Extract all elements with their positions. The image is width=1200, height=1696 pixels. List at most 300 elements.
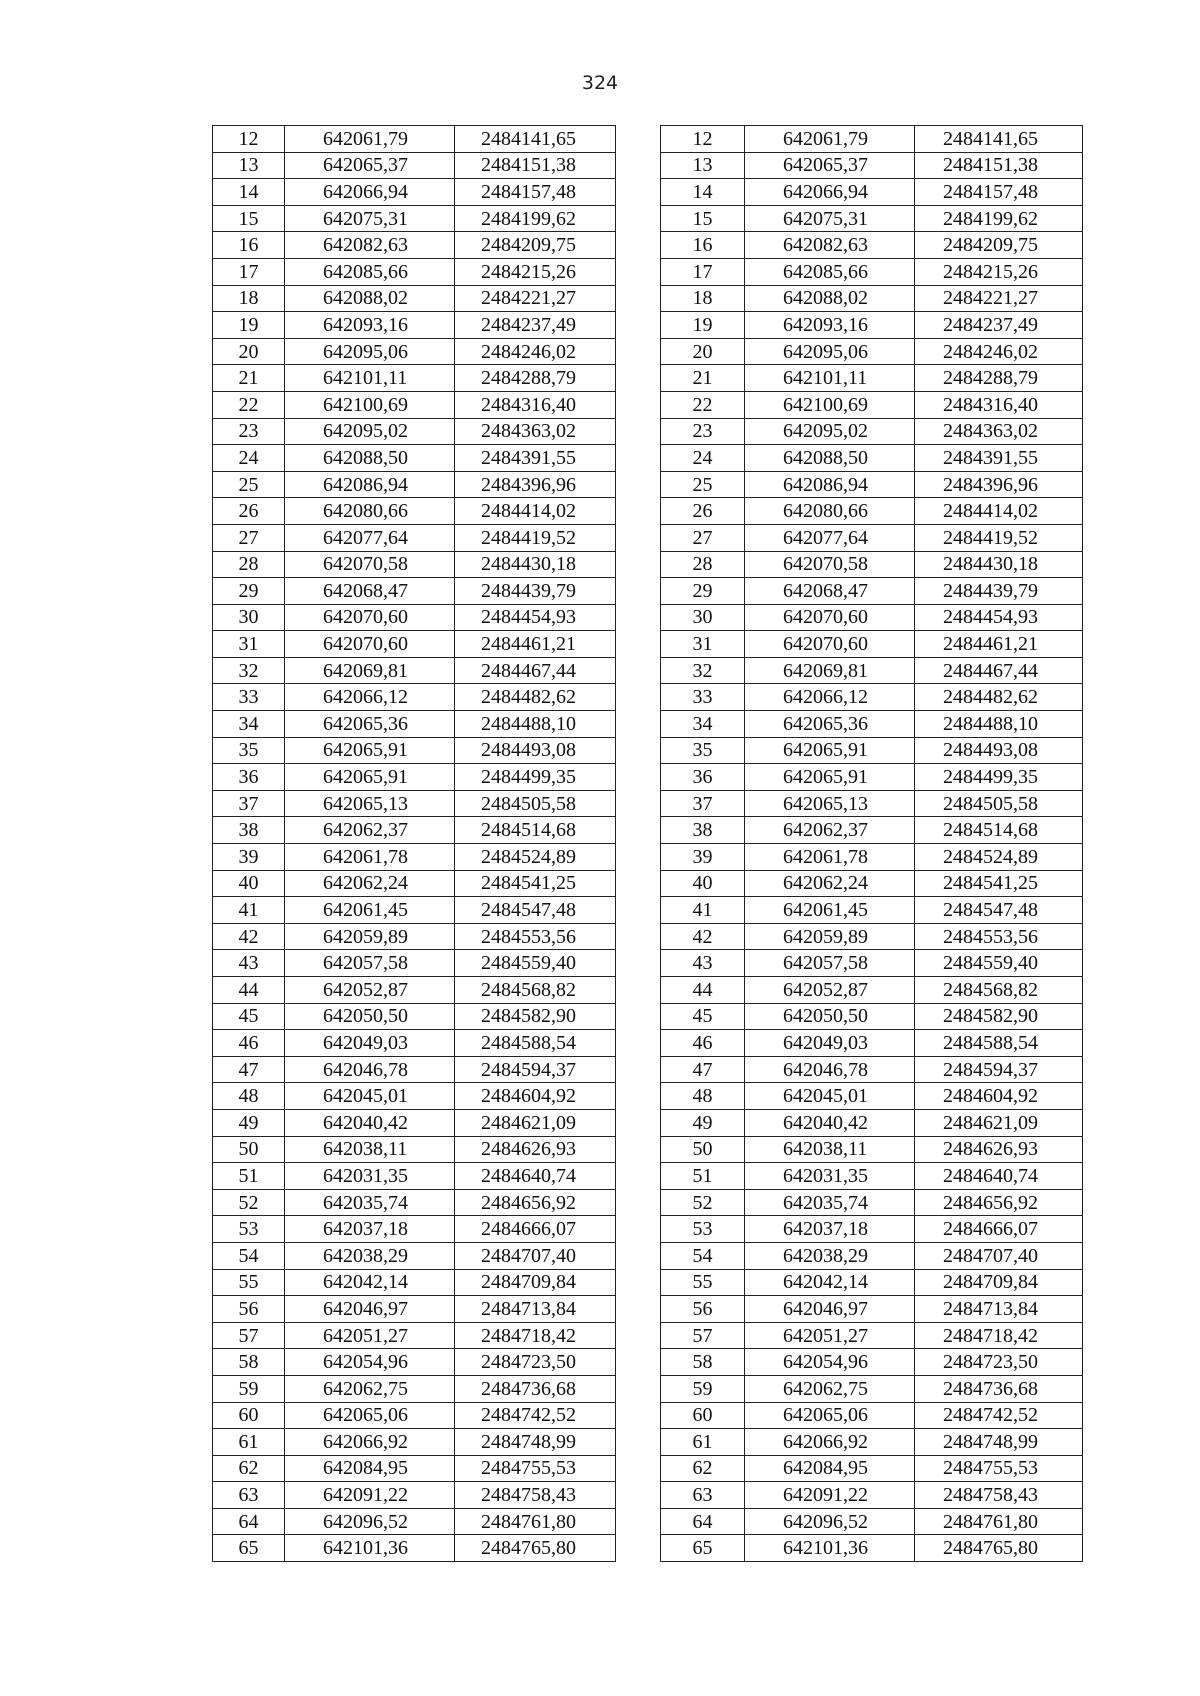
y-coordinate-cell-repeat: 2484626,93 xyxy=(915,1136,1083,1163)
x-coordinate-cell-repeat: 642077,64 xyxy=(745,524,915,551)
x-coordinate-cell-repeat: 642062,37 xyxy=(745,817,915,844)
point-number-cell: 23 xyxy=(213,418,285,445)
point-number-cell: 26 xyxy=(213,498,285,525)
point-number-cell-repeat: 45 xyxy=(661,1003,745,1030)
x-coordinate-cell-repeat: 642065,13 xyxy=(745,790,915,817)
y-coordinate-cell-repeat: 2484430,18 xyxy=(915,551,1083,578)
x-coordinate-cell-repeat: 642031,35 xyxy=(745,1163,915,1190)
y-coordinate-cell: 2484640,74 xyxy=(455,1163,616,1190)
point-number-cell: 56 xyxy=(213,1296,285,1323)
y-coordinate-cell: 2484718,42 xyxy=(455,1322,616,1349)
table-row xyxy=(213,258,1083,285)
column-gap-cell xyxy=(616,1003,661,1030)
point-number-cell-repeat: 32 xyxy=(661,657,745,684)
point-number-cell-repeat: 35 xyxy=(661,737,745,764)
x-coordinate-cell: 642095,02 xyxy=(285,418,455,445)
point-number-cell: 54 xyxy=(213,1242,285,1269)
x-coordinate-cell: 642046,97 xyxy=(285,1296,455,1323)
point-number-cell-repeat: 31 xyxy=(661,631,745,658)
y-coordinate-cell: 2484157,48 xyxy=(455,179,616,206)
column-gap-cell xyxy=(616,711,661,738)
x-coordinate-cell-repeat: 642061,79 xyxy=(745,126,915,153)
x-coordinate-cell: 642070,60 xyxy=(285,604,455,631)
y-coordinate-cell: 2484582,90 xyxy=(455,1003,616,1030)
y-coordinate-cell: 2484656,92 xyxy=(455,1189,616,1216)
y-coordinate-cell-repeat: 2484237,49 xyxy=(915,312,1083,339)
point-number-cell: 53 xyxy=(213,1216,285,1243)
point-number-cell: 37 xyxy=(213,790,285,817)
point-number-cell: 46 xyxy=(213,1030,285,1057)
point-number-cell: 62 xyxy=(213,1455,285,1482)
point-number-cell: 20 xyxy=(213,338,285,365)
point-number-cell-repeat: 39 xyxy=(661,844,745,871)
point-number-cell: 58 xyxy=(213,1349,285,1376)
x-coordinate-cell-repeat: 642054,96 xyxy=(745,1349,915,1376)
x-coordinate-cell: 642080,66 xyxy=(285,498,455,525)
y-coordinate-cell: 2484467,44 xyxy=(455,657,616,684)
y-coordinate-cell: 2484568,82 xyxy=(455,977,616,1004)
column-gap-cell xyxy=(616,1163,661,1190)
point-number-cell: 42 xyxy=(213,923,285,950)
column-gap-cell xyxy=(616,418,661,445)
y-coordinate-cell: 2484758,43 xyxy=(455,1482,616,1509)
y-coordinate-cell-repeat: 2484391,55 xyxy=(915,445,1083,472)
y-coordinate-cell-repeat: 2484713,84 xyxy=(915,1296,1083,1323)
point-number-cell-repeat: 55 xyxy=(661,1269,745,1296)
table-row xyxy=(213,179,1083,206)
table-row xyxy=(213,232,1083,259)
x-coordinate-cell: 642070,60 xyxy=(285,631,455,658)
y-coordinate-cell-repeat: 2484514,68 xyxy=(915,817,1083,844)
y-coordinate-cell-repeat: 2484141,65 xyxy=(915,126,1083,153)
y-coordinate-cell-repeat: 2484559,40 xyxy=(915,950,1083,977)
table-row xyxy=(213,285,1083,312)
column-gap-cell xyxy=(616,1375,661,1402)
y-coordinate-cell: 2484391,55 xyxy=(455,445,616,472)
point-number-cell-repeat: 28 xyxy=(661,551,745,578)
x-coordinate-cell-repeat: 642086,94 xyxy=(745,471,915,498)
x-coordinate-cell-repeat: 642080,66 xyxy=(745,498,915,525)
x-coordinate-cell-repeat: 642065,37 xyxy=(745,152,915,179)
column-gap-cell xyxy=(616,1136,661,1163)
y-coordinate-cell: 2484748,99 xyxy=(455,1429,616,1456)
table-row xyxy=(213,1003,1083,1030)
x-coordinate-cell: 642070,58 xyxy=(285,551,455,578)
y-coordinate-cell-repeat: 2484157,48 xyxy=(915,179,1083,206)
table-row xyxy=(213,897,1083,924)
point-number-cell-repeat: 16 xyxy=(661,232,745,259)
table-row xyxy=(213,1056,1083,1083)
x-coordinate-cell-repeat: 642046,78 xyxy=(745,1056,915,1083)
column-gap-cell xyxy=(616,126,661,153)
y-coordinate-cell-repeat: 2484461,21 xyxy=(915,631,1083,658)
point-number-cell: 35 xyxy=(213,737,285,764)
point-number-cell: 15 xyxy=(213,205,285,232)
point-number-cell: 29 xyxy=(213,578,285,605)
x-coordinate-cell: 642046,78 xyxy=(285,1056,455,1083)
column-gap-cell xyxy=(616,817,661,844)
table-row xyxy=(213,977,1083,1004)
x-coordinate-cell-repeat: 642070,58 xyxy=(745,551,915,578)
table-row xyxy=(213,205,1083,232)
y-coordinate-cell-repeat: 2484363,02 xyxy=(915,418,1083,445)
point-number-cell-repeat: 50 xyxy=(661,1136,745,1163)
table-row xyxy=(213,764,1083,791)
table-row xyxy=(213,923,1083,950)
x-coordinate-cell-repeat: 642095,06 xyxy=(745,338,915,365)
y-coordinate-cell-repeat: 2484761,80 xyxy=(915,1508,1083,1535)
y-coordinate-cell: 2484215,26 xyxy=(455,258,616,285)
x-coordinate-cell: 642045,01 xyxy=(285,1083,455,1110)
point-number-cell-repeat: 33 xyxy=(661,684,745,711)
point-number-cell-repeat: 51 xyxy=(661,1163,745,1190)
y-coordinate-cell-repeat: 2484439,79 xyxy=(915,578,1083,605)
x-coordinate-cell: 642088,50 xyxy=(285,445,455,472)
table-row xyxy=(213,1482,1083,1509)
point-number-cell-repeat: 48 xyxy=(661,1083,745,1110)
point-number-cell: 59 xyxy=(213,1375,285,1402)
column-gap-cell xyxy=(616,923,661,950)
y-coordinate-cell-repeat: 2484553,56 xyxy=(915,923,1083,950)
y-coordinate-cell-repeat: 2484742,52 xyxy=(915,1402,1083,1429)
point-number-cell-repeat: 20 xyxy=(661,338,745,365)
x-coordinate-cell-repeat: 642066,92 xyxy=(745,1429,915,1456)
x-coordinate-cell-repeat: 642037,18 xyxy=(745,1216,915,1243)
point-number-cell-repeat: 47 xyxy=(661,1056,745,1083)
y-coordinate-cell: 2484594,37 xyxy=(455,1056,616,1083)
point-number-cell-repeat: 65 xyxy=(661,1535,745,1562)
x-coordinate-cell: 642084,95 xyxy=(285,1455,455,1482)
x-coordinate-cell-repeat: 642066,12 xyxy=(745,684,915,711)
table-row xyxy=(213,790,1083,817)
column-gap-cell xyxy=(616,1189,661,1216)
point-number-cell: 16 xyxy=(213,232,285,259)
point-number-cell: 36 xyxy=(213,764,285,791)
column-gap-cell xyxy=(616,1030,661,1057)
x-coordinate-cell: 642065,91 xyxy=(285,764,455,791)
point-number-cell: 55 xyxy=(213,1269,285,1296)
table-row xyxy=(213,1269,1083,1296)
y-coordinate-cell-repeat: 2484723,50 xyxy=(915,1349,1083,1376)
point-number-cell-repeat: 53 xyxy=(661,1216,745,1243)
y-coordinate-cell-repeat: 2484316,40 xyxy=(915,391,1083,418)
column-gap-cell xyxy=(616,1269,661,1296)
x-coordinate-cell: 642031,35 xyxy=(285,1163,455,1190)
y-coordinate-cell: 2484221,27 xyxy=(455,285,616,312)
x-coordinate-cell: 642066,12 xyxy=(285,684,455,711)
point-number-cell: 45 xyxy=(213,1003,285,1030)
point-number-cell-repeat: 49 xyxy=(661,1109,745,1136)
y-coordinate-cell-repeat: 2484765,80 xyxy=(915,1535,1083,1562)
column-gap-cell xyxy=(616,950,661,977)
y-coordinate-cell: 2484723,50 xyxy=(455,1349,616,1376)
column-gap-cell xyxy=(616,737,661,764)
x-coordinate-cell: 642035,74 xyxy=(285,1189,455,1216)
y-coordinate-cell: 2484621,09 xyxy=(455,1109,616,1136)
x-coordinate-cell: 642062,75 xyxy=(285,1375,455,1402)
point-number-cell: 12 xyxy=(213,126,285,153)
page-number: 324 xyxy=(581,72,619,94)
y-coordinate-cell-repeat: 2484709,84 xyxy=(915,1269,1083,1296)
y-coordinate-cell: 2484246,02 xyxy=(455,338,616,365)
x-coordinate-cell-repeat: 642065,06 xyxy=(745,1402,915,1429)
point-number-cell-repeat: 14 xyxy=(661,179,745,206)
point-number-cell: 25 xyxy=(213,471,285,498)
column-gap-cell xyxy=(616,1482,661,1509)
y-coordinate-cell-repeat: 2484640,74 xyxy=(915,1163,1083,1190)
y-coordinate-cell: 2484588,54 xyxy=(455,1030,616,1057)
x-coordinate-cell: 642101,11 xyxy=(285,365,455,392)
x-coordinate-cell-repeat: 642075,31 xyxy=(745,205,915,232)
coordinates-table-body xyxy=(213,126,1083,1562)
x-coordinate-cell-repeat: 642065,91 xyxy=(745,764,915,791)
y-coordinate-cell: 2484316,40 xyxy=(455,391,616,418)
column-gap-cell xyxy=(616,578,661,605)
column-gap-cell xyxy=(616,631,661,658)
x-coordinate-cell: 642049,03 xyxy=(285,1030,455,1057)
y-coordinate-cell: 2484604,92 xyxy=(455,1083,616,1110)
table-row xyxy=(213,152,1083,179)
point-number-cell-repeat: 27 xyxy=(661,524,745,551)
x-coordinate-cell-repeat: 642065,91 xyxy=(745,737,915,764)
x-coordinate-cell: 642096,52 xyxy=(285,1508,455,1535)
y-coordinate-cell: 2484547,48 xyxy=(455,897,616,924)
x-coordinate-cell-repeat: 642050,50 xyxy=(745,1003,915,1030)
column-gap-cell xyxy=(616,1296,661,1323)
y-coordinate-cell-repeat: 2484621,09 xyxy=(915,1109,1083,1136)
x-coordinate-cell-repeat: 642038,29 xyxy=(745,1242,915,1269)
y-coordinate-cell-repeat: 2484547,48 xyxy=(915,897,1083,924)
column-gap-cell xyxy=(616,285,661,312)
x-coordinate-cell-repeat: 642061,45 xyxy=(745,897,915,924)
x-coordinate-cell: 642050,50 xyxy=(285,1003,455,1030)
y-coordinate-cell-repeat: 2484748,99 xyxy=(915,1429,1083,1456)
y-coordinate-cell-repeat: 2484505,58 xyxy=(915,790,1083,817)
column-gap-cell xyxy=(616,1535,661,1562)
point-number-cell: 38 xyxy=(213,817,285,844)
column-gap-cell xyxy=(616,1508,661,1535)
table-row xyxy=(213,418,1083,445)
point-number-cell-repeat: 62 xyxy=(661,1455,745,1482)
x-coordinate-cell: 642065,91 xyxy=(285,737,455,764)
y-coordinate-cell-repeat: 2484151,38 xyxy=(915,152,1083,179)
y-coordinate-cell-repeat: 2484604,92 xyxy=(915,1083,1083,1110)
point-number-cell-repeat: 58 xyxy=(661,1349,745,1376)
table-row xyxy=(213,1349,1083,1376)
x-coordinate-cell: 642038,29 xyxy=(285,1242,455,1269)
point-number-cell: 52 xyxy=(213,1189,285,1216)
y-coordinate-cell: 2484499,35 xyxy=(455,764,616,791)
column-gap-cell xyxy=(616,1056,661,1083)
x-coordinate-cell: 642075,31 xyxy=(285,205,455,232)
table-row xyxy=(213,126,1083,153)
column-gap-cell xyxy=(616,1109,661,1136)
column-gap-cell xyxy=(616,1242,661,1269)
point-number-cell-repeat: 61 xyxy=(661,1429,745,1456)
x-coordinate-cell: 642066,92 xyxy=(285,1429,455,1456)
coordinates-table xyxy=(212,125,1083,1562)
y-coordinate-cell: 2484755,53 xyxy=(455,1455,616,1482)
point-number-cell-repeat: 34 xyxy=(661,711,745,738)
point-number-cell-repeat: 26 xyxy=(661,498,745,525)
x-coordinate-cell-repeat: 642100,69 xyxy=(745,391,915,418)
point-number-cell: 21 xyxy=(213,365,285,392)
point-number-cell-repeat: 19 xyxy=(661,312,745,339)
table-row xyxy=(213,1296,1083,1323)
point-number-cell: 57 xyxy=(213,1322,285,1349)
y-coordinate-cell-repeat: 2484215,26 xyxy=(915,258,1083,285)
point-number-cell-repeat: 59 xyxy=(661,1375,745,1402)
column-gap-cell xyxy=(616,232,661,259)
point-number-cell: 51 xyxy=(213,1163,285,1190)
table-row xyxy=(213,578,1083,605)
point-number-cell-repeat: 24 xyxy=(661,445,745,472)
column-gap-cell xyxy=(616,897,661,924)
x-coordinate-cell-repeat: 642101,36 xyxy=(745,1535,915,1562)
table-row xyxy=(213,338,1083,365)
point-number-cell-repeat: 21 xyxy=(661,365,745,392)
table-row xyxy=(213,551,1083,578)
column-gap-cell xyxy=(616,551,661,578)
column-gap-cell xyxy=(616,524,661,551)
table-row xyxy=(213,604,1083,631)
table-row xyxy=(213,471,1083,498)
column-gap-cell xyxy=(616,870,661,897)
x-coordinate-cell-repeat: 642057,58 xyxy=(745,950,915,977)
y-coordinate-cell-repeat: 2484582,90 xyxy=(915,1003,1083,1030)
table-row xyxy=(213,870,1083,897)
column-gap-cell xyxy=(616,391,661,418)
point-number-cell: 64 xyxy=(213,1508,285,1535)
x-coordinate-cell-repeat: 642049,03 xyxy=(745,1030,915,1057)
point-number-cell: 14 xyxy=(213,179,285,206)
point-number-cell: 43 xyxy=(213,950,285,977)
y-coordinate-cell-repeat: 2484524,89 xyxy=(915,844,1083,871)
column-gap-cell xyxy=(616,365,661,392)
x-coordinate-cell-repeat: 642045,01 xyxy=(745,1083,915,1110)
y-coordinate-cell-repeat: 2484718,42 xyxy=(915,1322,1083,1349)
point-number-cell-repeat: 63 xyxy=(661,1482,745,1509)
y-coordinate-cell: 2484414,02 xyxy=(455,498,616,525)
x-coordinate-cell: 642065,36 xyxy=(285,711,455,738)
y-coordinate-cell-repeat: 2484493,08 xyxy=(915,737,1083,764)
point-number-cell: 22 xyxy=(213,391,285,418)
y-coordinate-cell-repeat: 2484454,93 xyxy=(915,604,1083,631)
x-coordinate-cell: 642088,02 xyxy=(285,285,455,312)
point-number-cell: 33 xyxy=(213,684,285,711)
column-gap-cell xyxy=(616,179,661,206)
point-number-cell-repeat: 30 xyxy=(661,604,745,631)
x-coordinate-cell-repeat: 642065,36 xyxy=(745,711,915,738)
y-coordinate-cell-repeat: 2484736,68 xyxy=(915,1375,1083,1402)
x-coordinate-cell: 642052,87 xyxy=(285,977,455,1004)
table-row xyxy=(213,1189,1083,1216)
y-coordinate-cell: 2484288,79 xyxy=(455,365,616,392)
point-number-cell: 65 xyxy=(213,1535,285,1562)
point-number-cell: 31 xyxy=(213,631,285,658)
point-number-cell: 24 xyxy=(213,445,285,472)
y-coordinate-cell-repeat: 2484499,35 xyxy=(915,764,1083,791)
point-number-cell-repeat: 41 xyxy=(661,897,745,924)
point-number-cell: 39 xyxy=(213,844,285,871)
x-coordinate-cell-repeat: 642085,66 xyxy=(745,258,915,285)
x-coordinate-cell: 642065,37 xyxy=(285,152,455,179)
y-coordinate-cell: 2484396,96 xyxy=(455,471,616,498)
y-coordinate-cell: 2484505,58 xyxy=(455,790,616,817)
y-coordinate-cell: 2484237,49 xyxy=(455,312,616,339)
x-coordinate-cell-repeat: 642088,02 xyxy=(745,285,915,312)
point-number-cell-repeat: 12 xyxy=(661,126,745,153)
point-number-cell-repeat: 38 xyxy=(661,817,745,844)
table-row xyxy=(213,1109,1083,1136)
table-row xyxy=(213,684,1083,711)
point-number-cell: 44 xyxy=(213,977,285,1004)
point-number-cell: 63 xyxy=(213,1482,285,1509)
y-coordinate-cell-repeat: 2484288,79 xyxy=(915,365,1083,392)
x-coordinate-cell-repeat: 642038,11 xyxy=(745,1136,915,1163)
point-number-cell-repeat: 25 xyxy=(661,471,745,498)
table-row xyxy=(213,1030,1083,1057)
table-row xyxy=(213,391,1083,418)
point-number-cell: 19 xyxy=(213,312,285,339)
x-coordinate-cell: 642082,63 xyxy=(285,232,455,259)
y-coordinate-cell-repeat: 2484419,52 xyxy=(915,524,1083,551)
x-coordinate-cell-repeat: 642051,27 xyxy=(745,1322,915,1349)
y-coordinate-cell: 2484742,52 xyxy=(455,1402,616,1429)
x-coordinate-cell: 642051,27 xyxy=(285,1322,455,1349)
x-coordinate-cell: 642066,94 xyxy=(285,179,455,206)
table-row xyxy=(213,1402,1083,1429)
point-number-cell-repeat: 40 xyxy=(661,870,745,897)
x-coordinate-cell-repeat: 642066,94 xyxy=(745,179,915,206)
x-coordinate-cell-repeat: 642035,74 xyxy=(745,1189,915,1216)
table-row xyxy=(213,1322,1083,1349)
y-coordinate-cell: 2484430,18 xyxy=(455,551,616,578)
y-coordinate-cell: 2484524,89 xyxy=(455,844,616,871)
column-gap-cell xyxy=(616,790,661,817)
point-number-cell: 47 xyxy=(213,1056,285,1083)
point-number-cell: 32 xyxy=(213,657,285,684)
x-coordinate-cell-repeat: 642052,87 xyxy=(745,977,915,1004)
y-coordinate-cell: 2484553,56 xyxy=(455,923,616,950)
table-row xyxy=(213,1455,1083,1482)
table-row xyxy=(213,950,1083,977)
y-coordinate-cell: 2484736,68 xyxy=(455,1375,616,1402)
x-coordinate-cell: 642091,22 xyxy=(285,1482,455,1509)
y-coordinate-cell-repeat: 2484568,82 xyxy=(915,977,1083,1004)
table-row xyxy=(213,312,1083,339)
table-row xyxy=(213,445,1083,472)
column-gap-cell xyxy=(616,684,661,711)
y-coordinate-cell: 2484461,21 xyxy=(455,631,616,658)
column-gap-cell xyxy=(616,258,661,285)
column-gap-cell xyxy=(616,1216,661,1243)
table-row xyxy=(213,1375,1083,1402)
y-coordinate-cell: 2484713,84 xyxy=(455,1296,616,1323)
x-coordinate-cell: 642061,45 xyxy=(285,897,455,924)
x-coordinate-cell-repeat: 642069,81 xyxy=(745,657,915,684)
column-gap-cell xyxy=(616,1402,661,1429)
y-coordinate-cell: 2484363,02 xyxy=(455,418,616,445)
x-coordinate-cell: 642065,13 xyxy=(285,790,455,817)
x-coordinate-cell-repeat: 642042,14 xyxy=(745,1269,915,1296)
point-number-cell: 50 xyxy=(213,1136,285,1163)
y-coordinate-cell: 2484626,93 xyxy=(455,1136,616,1163)
table-row xyxy=(213,1535,1083,1562)
table-row xyxy=(213,844,1083,871)
x-coordinate-cell: 642086,94 xyxy=(285,471,455,498)
point-number-cell: 41 xyxy=(213,897,285,924)
